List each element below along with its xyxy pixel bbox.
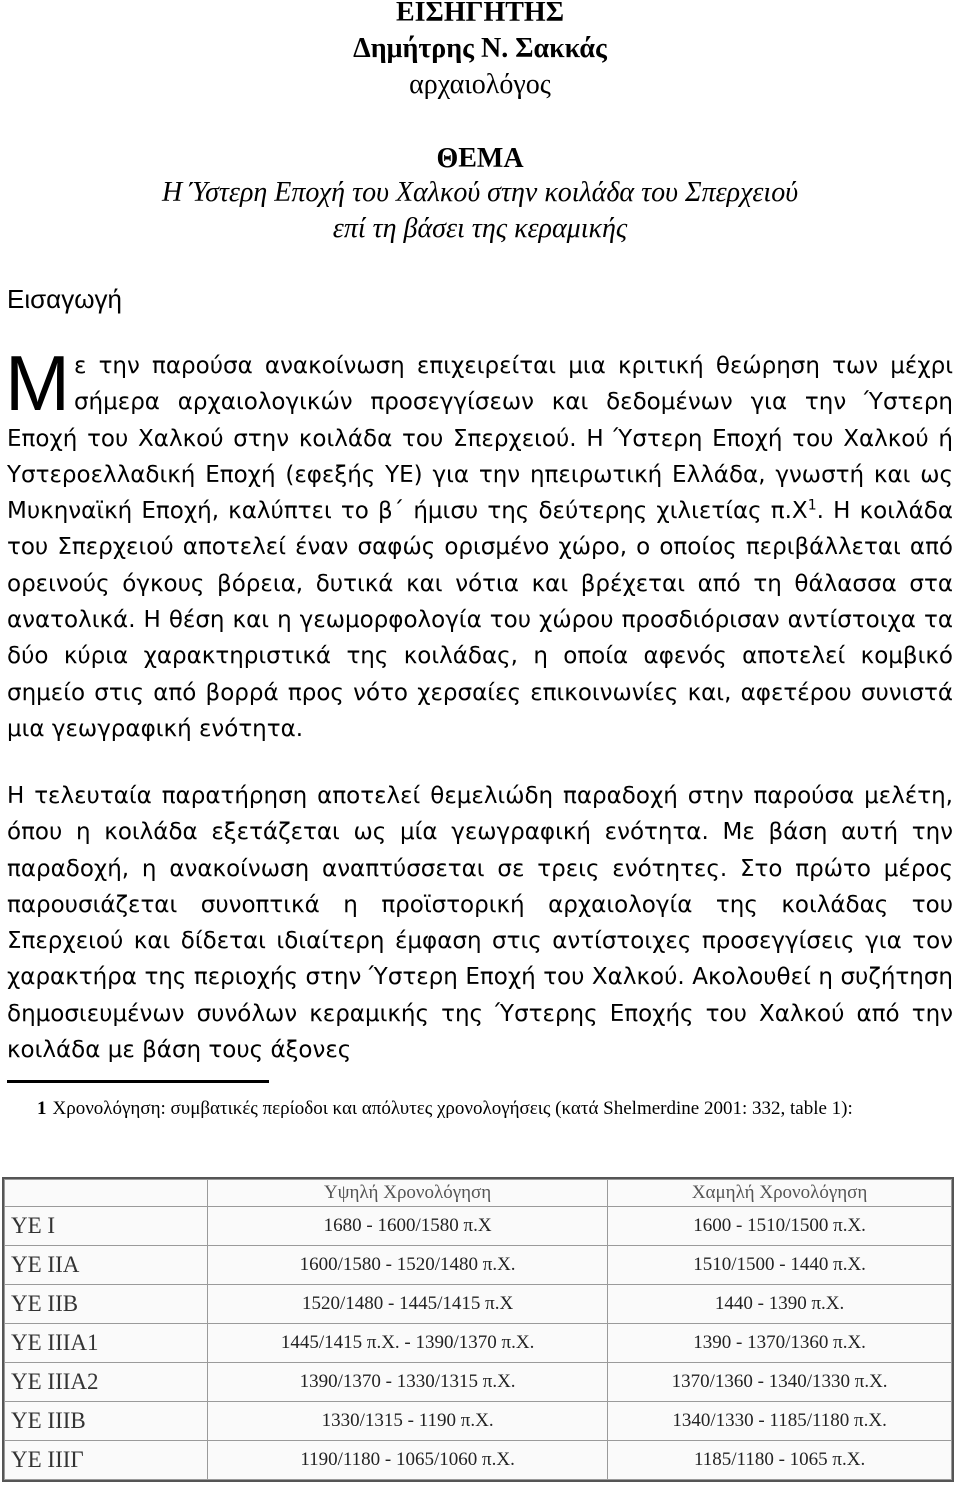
footnote-divider <box>7 1080 269 1083</box>
footnote <box>7 1096 907 1122</box>
section-heading: Εισαγωγή <box>7 284 122 314</box>
drop-cap: Μ <box>5 339 70 427</box>
table-row <box>5 1441 952 1480</box>
high-chronology-cell: 1520/1480 - 1445/1415 π.Χ <box>208 1285 608 1324</box>
period-cell: ΥΕ ΙΙΙΓ <box>5 1441 208 1480</box>
high-chronology-cell: 1445/1415 π.Χ. - 1390/1370 π.Χ. <box>208 1324 608 1363</box>
period-cell: ΥΕ ΙΙΒ <box>5 1285 208 1324</box>
presenter-role: ΕΙΣΗΓΗΤΗΣ <box>395 0 564 28</box>
footnote-ref[interactable]: 1 <box>807 497 817 514</box>
high-chronology-cell: 1680 - 1600/1580 π.Χ <box>208 1207 608 1246</box>
low-chronology-cell: 1510/1500 - 1440 π.Χ. <box>608 1246 952 1285</box>
chronology-table <box>4 1179 952 1480</box>
footnote-text: Χρονολόγηση: συμβατικές περίοδοι και απόλυτες χρονολογήσεις (κατά Shelmerdine 2001: 332, table 1): <box>52 1098 853 1119</box>
low-chronology-cell: 1600 - 1510/1500 π.Χ. <box>608 1207 952 1246</box>
table-row <box>5 1402 952 1441</box>
high-chronology-cell: 1190/1180 - 1065/1060 π.Χ. <box>208 1441 608 1480</box>
paragraph-2: Η τελευταία παρατήρηση αποτελεί θεμελιώδη παραδοχή στην παρούσα μελέτη, όπου η κοιλάδα εξετάζεται ως μία γεωγραφική ενότητα. Με βάση αυτή την παραδοχή, η ανακοίνωση αναπτύσσεται σε τρεις ενότητες. Στο πρώτο μέρος παρουσιάζεται συνοπτικά η προϊστορική αρχαιολογία της κοιλάδας του Σπερχειού και δίδεται ιδιαίτερη έμφαση στις αντίστοιχες προσεγγίσεις για τον χαρακτήρα της περιοχής στην Ύστερη Εποχή του Χαλκού. Ακολουθεί η συζήτηση δημοσιευμένων συνόλων κεραμικής της Ύστερης Εποχής του Χαλκού από την κοιλάδα με βάση τους άξονες <box>7 783 953 1064</box>
high-chronology-cell: 1390/1370 - 1330/1315 π.Χ. <box>208 1363 608 1402</box>
table-row <box>5 1207 952 1246</box>
table-header-cell: Υψηλή Χρονολόγηση <box>208 1180 608 1207</box>
period-cell: ΥΕ ΙΙΑ <box>5 1246 208 1285</box>
period-cell: ΥΕ ΙΙΙΑ1 <box>5 1324 208 1363</box>
table-header-cell: Χαμηλή Χρονολόγηση <box>608 1180 952 1207</box>
high-chronology-cell: 1600/1580 - 1520/1480 π.Χ. <box>208 1246 608 1285</box>
period-cell: ΥΕ ΙΙΙΑ2 <box>5 1363 208 1402</box>
high-chronology-cell: 1330/1315 - 1190 π.Χ. <box>208 1402 608 1441</box>
table-row <box>5 1246 952 1285</box>
table-row <box>5 1285 952 1324</box>
table-header-cell <box>5 1180 208 1207</box>
theme-label: ΘΕΜΑ <box>436 143 524 174</box>
presenter-profession: αρχαιολόγος <box>409 69 551 100</box>
paragraph-1-text-a: ε την παρούσα ανακοίνωση επιχειρείται μια κριτική θεώρηση των μέχρι σήμερα αρχαιολογικών προσεγγίσεων και δεδομένων για την Ύστερη Εποχή του Χαλκού στην κοιλάδα του Σπερχειού. Η Ύστερη Εποχή του Χαλκού ή Υστεροελλαδική Εποχή (εφεξής ΥΕ) για την ηπειρωτική Ελλάδα, γνωστή και ως Μυκηναϊκή Εποχή, καλύπτει το β΄ ήμισυ της δεύτερης χιλιετίας π.Χ <box>7 353 953 525</box>
chronology-table-image <box>2 1177 954 1482</box>
paragraph-1-text-b: . Η κοιλάδα του Σπερχειού αποτελεί έναν σαφώς ορισμένο χώρο, ο οποίος περιβάλλεται από ορεινούς όγκους βόρεια, δυτικά και νότια και βρέχεται από τη θάλασσα στα ανατολικά. Η θέση και η γεωμορφολογία του χώρου προσδιόρισαν αντίστοιχα τα δύο κύρια χαρακτηριστικά της κοιλάδας, η οποία αφενός αποτελεί κομβικό σημείο στις από βορρά προς νότο χερσαίες επικοινωνίες και, αφετέρου συνιστά μια γεωγραφική ενότητα. <box>7 498 953 742</box>
presenter-name: Δημήτρης Ν. Σακκάς <box>353 33 607 64</box>
low-chronology-cell: 1185/1180 - 1065 π.Χ. <box>608 1441 952 1480</box>
table-row <box>5 1363 952 1402</box>
table-row <box>5 1324 952 1363</box>
low-chronology-cell: 1390 - 1370/1360 π.Χ. <box>608 1324 952 1363</box>
paragraph-1 <box>5 339 953 747</box>
low-chronology-cell: 1340/1330 - 1185/1180 π.Χ. <box>608 1402 952 1441</box>
low-chronology-cell: 1370/1360 - 1340/1330 π.Χ. <box>608 1363 952 1402</box>
low-chronology-cell: 1440 - 1390 π.Χ. <box>608 1285 952 1324</box>
theme-title-line1: Η Ύστερη Εποχή του Χαλκού στην κοιλάδα του Σπερχειού <box>161 177 799 208</box>
period-cell: ΥΕ ΙΙΙΒ <box>5 1402 208 1441</box>
footnote-number: 1 <box>37 1098 47 1119</box>
period-cell: ΥΕ Ι <box>5 1207 208 1246</box>
theme-title-line2: επί τη βάσει της κεραμικής <box>332 213 628 244</box>
